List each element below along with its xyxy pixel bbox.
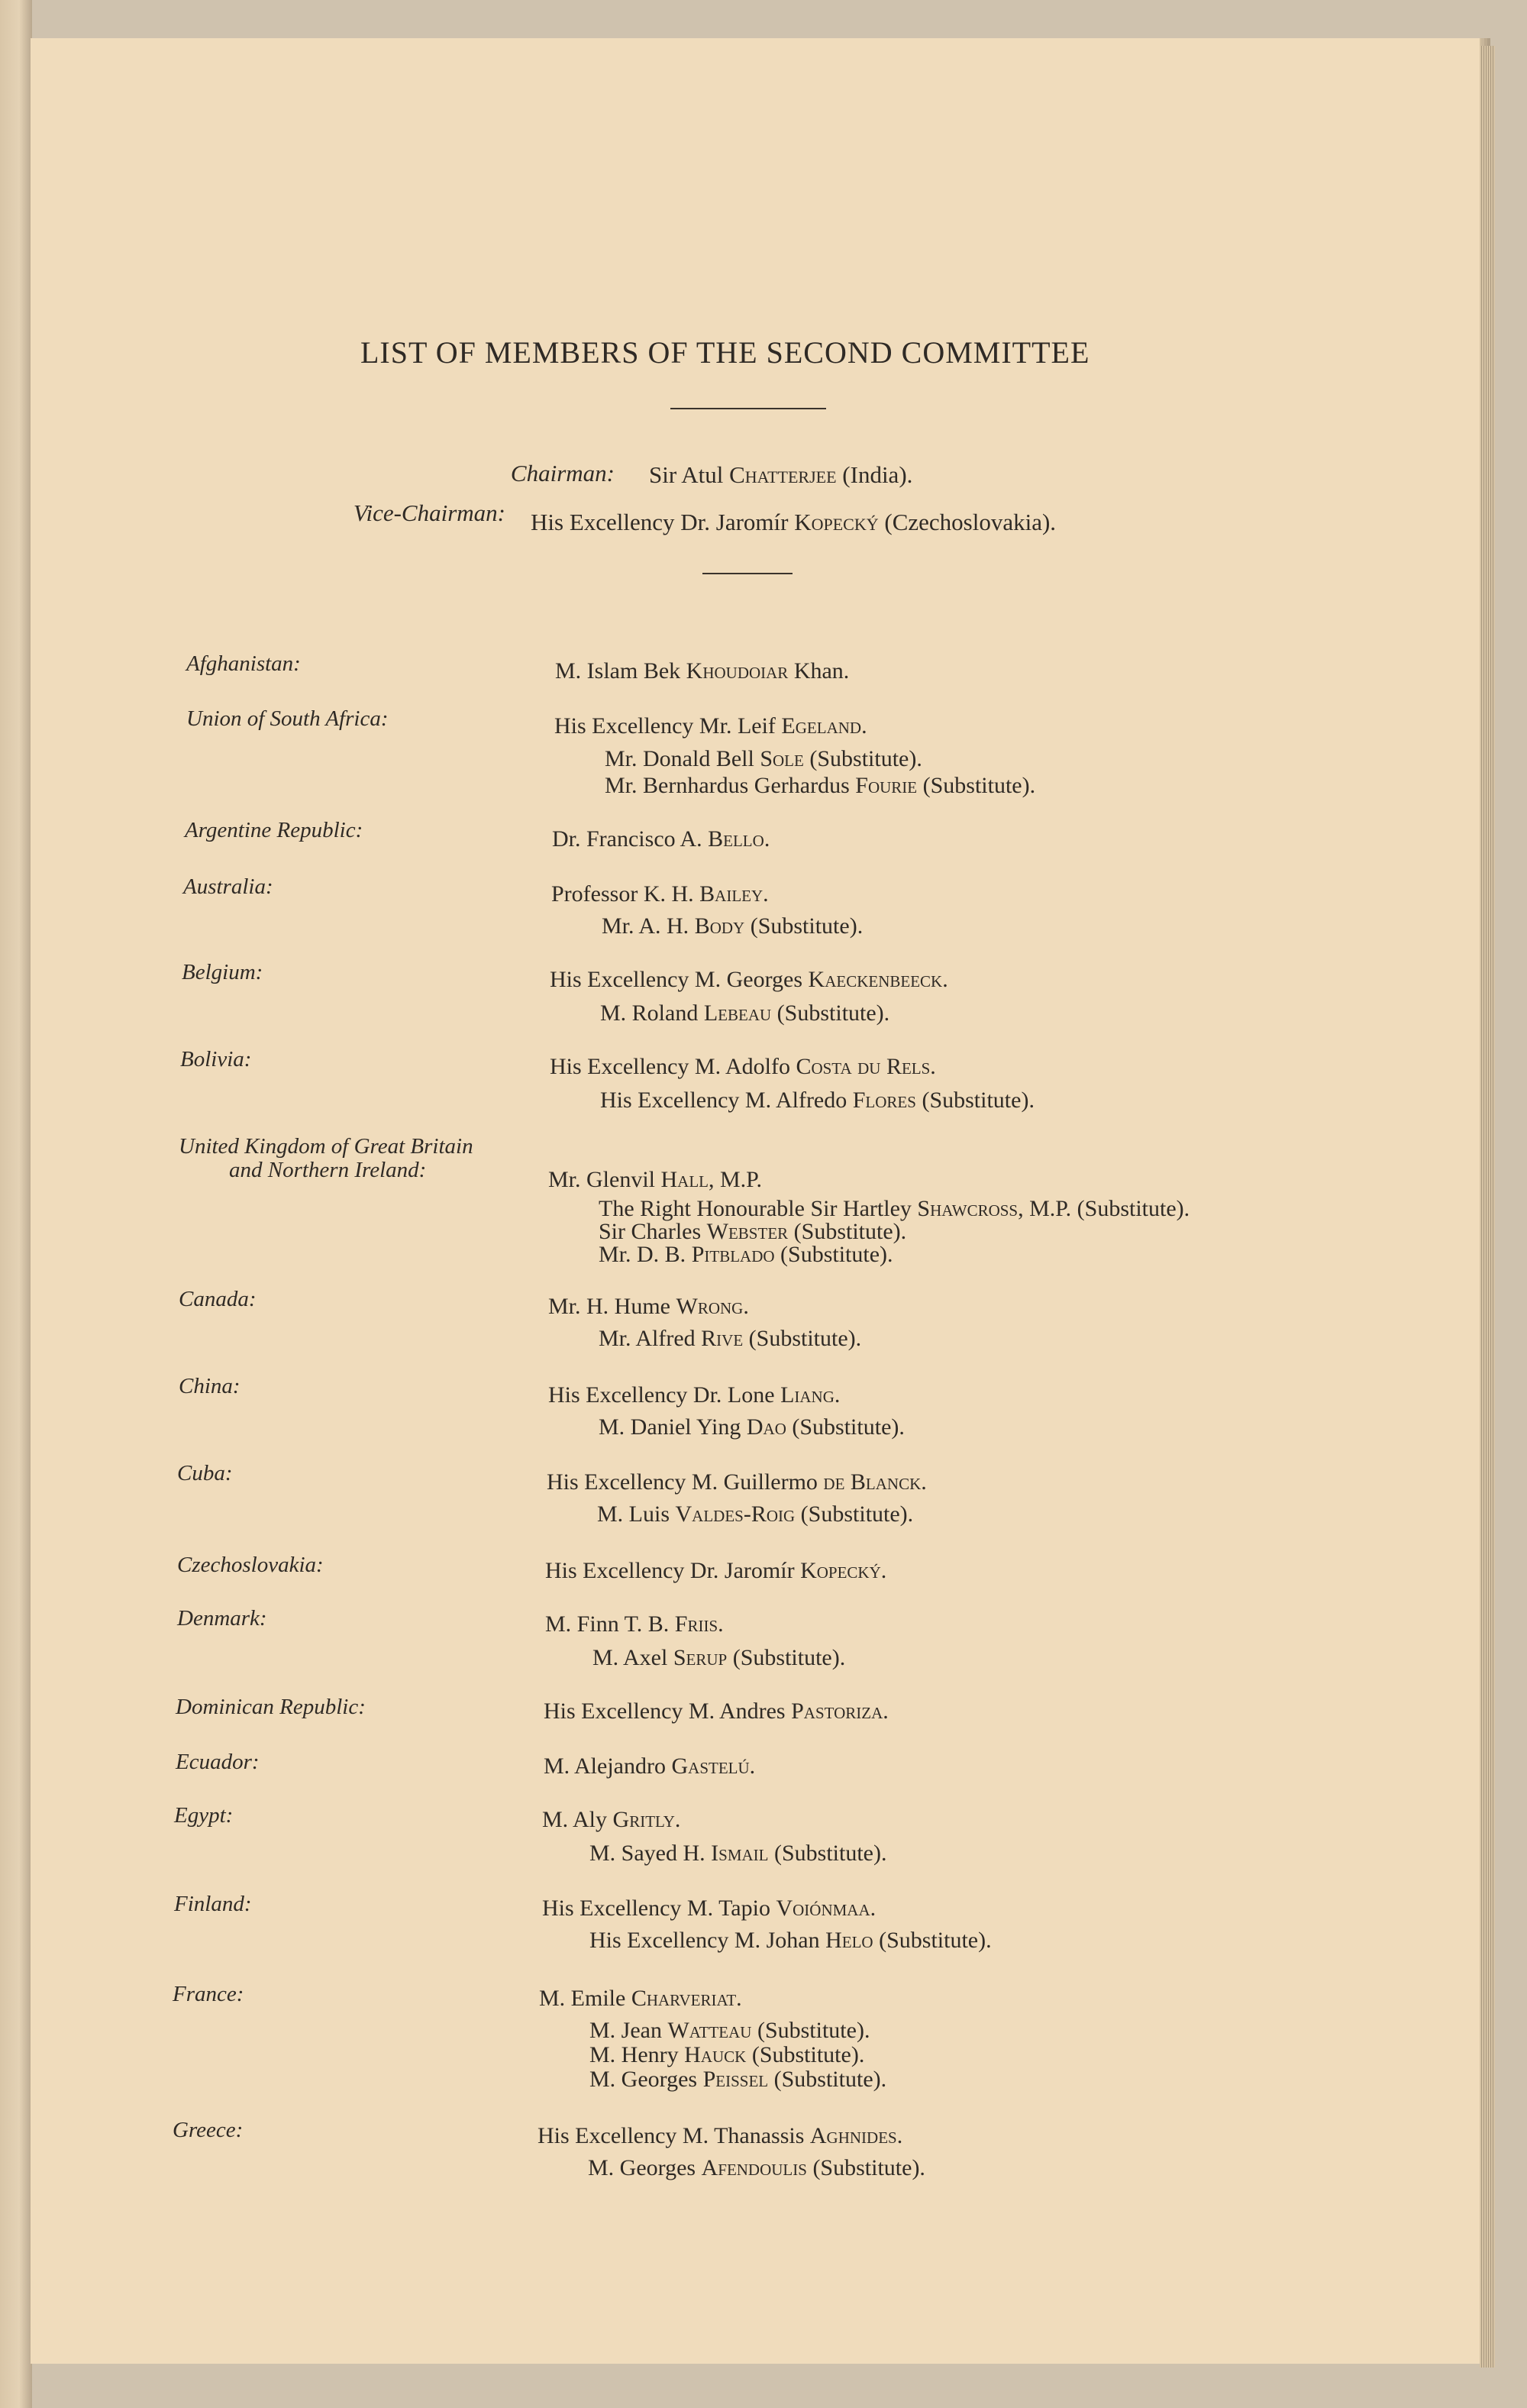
delegate-suffix: (Substitute). bbox=[786, 1414, 905, 1440]
delegate-entry bbox=[588, 2155, 925, 2181]
delegate-entry bbox=[592, 1645, 845, 1671]
delegate-suffix: . bbox=[674, 1807, 681, 1832]
country-label: Union of South Africa: bbox=[186, 706, 389, 731]
delegate-prefix: Mr. Glenvil bbox=[548, 1167, 661, 1192]
delegate-suffix: , M.P. (Substitute). bbox=[1018, 1196, 1190, 1221]
delegate-entry bbox=[597, 1501, 913, 1527]
delegate-surname: Gritly bbox=[612, 1807, 675, 1832]
delegate-surname: Valdes-Roig bbox=[675, 1501, 796, 1527]
delegate-surname: Wrong bbox=[676, 1294, 744, 1319]
delegate-prefix: Mr. H. Hume bbox=[548, 1294, 676, 1319]
delegate-surname: Aghnides bbox=[809, 2123, 897, 2148]
delegate-suffix: (Substitute). bbox=[774, 1242, 893, 1267]
delegate-entry bbox=[550, 967, 948, 993]
delegate-surname: Liang bbox=[780, 1382, 835, 1408]
delegate-suffix: (Substitute). bbox=[915, 1088, 1035, 1113]
delegate-surname: Afendoulis bbox=[701, 2155, 807, 2180]
delegate-suffix: . bbox=[718, 1611, 724, 1637]
delegate-entry bbox=[599, 1242, 893, 1268]
delegate-suffix: . bbox=[764, 826, 770, 852]
delegate-surname: Peissel bbox=[702, 2067, 769, 2092]
officer-surname: Chatterjee bbox=[729, 461, 837, 488]
delegate-suffix: (Substitute). bbox=[746, 2042, 865, 2067]
delegate-prefix: M. Emile bbox=[539, 1986, 631, 2011]
delegate-prefix: His Excellency Dr. Jaromír bbox=[545, 1558, 801, 1583]
delegate-entry bbox=[544, 1753, 755, 1779]
delegate-prefix: Dr. Francisco A. bbox=[552, 826, 709, 852]
delegate-prefix: M. Georges bbox=[588, 2155, 702, 2180]
country-label: United Kingdom of Great Britain bbox=[179, 1134, 473, 1159]
delegate-entry bbox=[542, 1896, 876, 1922]
delegate-entry bbox=[589, 1841, 886, 1867]
delegate-suffix: (Substitute). bbox=[727, 1645, 846, 1670]
delegate-prefix: Mr. Alfred bbox=[599, 1326, 702, 1351]
delegate-entry bbox=[599, 1196, 1190, 1222]
delegate-entry bbox=[589, 2067, 886, 2093]
facing-page-edge bbox=[0, 0, 32, 2408]
delegate-surname: Costa du Rels bbox=[796, 1054, 931, 1079]
delegate-suffix: . bbox=[743, 1294, 749, 1319]
delegate-suffix: , M.P. bbox=[709, 1167, 763, 1192]
delegate-suffix: . bbox=[763, 881, 769, 907]
delegate-prefix: M. Henry bbox=[589, 2042, 685, 2067]
delegate-prefix: M. Islam Bek bbox=[555, 658, 686, 684]
delegate-prefix: M. Sayed H. bbox=[589, 1841, 712, 1866]
country-label: Finland: bbox=[174, 1892, 252, 1916]
delegate-suffix: . bbox=[896, 2123, 903, 2148]
delegate-suffix: (Substitute). bbox=[803, 746, 922, 771]
delegate-entry bbox=[554, 713, 867, 739]
delegate-entry bbox=[552, 826, 770, 852]
delegate-entry bbox=[599, 1219, 906, 1245]
delegate-suffix: (Substitute). bbox=[806, 2155, 925, 2180]
country-label-continued: and Northern Ireland: bbox=[229, 1158, 427, 1182]
delegate-surname: Gastelú bbox=[671, 1753, 750, 1779]
delegate-surname: Bailey bbox=[699, 881, 764, 907]
delegate-prefix: M. Roland bbox=[600, 1000, 704, 1026]
delegate-suffix: (Substitute). bbox=[768, 2067, 887, 2092]
country-label: Australia: bbox=[183, 874, 273, 899]
delegate-surname: Charveriat bbox=[631, 1986, 737, 2011]
country-label: Greece: bbox=[173, 2118, 244, 2142]
country-label: Dominican Republic: bbox=[176, 1695, 366, 1719]
delegate-prefix: His Excellency M. Andres bbox=[544, 1699, 792, 1724]
delegate-entry bbox=[545, 1611, 724, 1637]
delegate-entry bbox=[602, 913, 863, 939]
delegate-prefix: His Excellency M. Johan bbox=[589, 1928, 826, 1953]
delegate-surname: Shawcross bbox=[917, 1196, 1019, 1221]
delegate-surname: Egeland bbox=[781, 713, 862, 739]
delegate-entry bbox=[544, 1699, 889, 1724]
delegate-prefix: M. Axel bbox=[592, 1645, 673, 1670]
officers-rule bbox=[702, 573, 793, 574]
delegate-prefix: Mr. Bernhardus Gerhardus bbox=[605, 773, 856, 798]
delegate-prefix: His Excellency Mr. Leif bbox=[554, 713, 782, 739]
officer-suffix: (India). bbox=[836, 461, 913, 488]
country-label: Denmark: bbox=[177, 1606, 267, 1631]
delegate-prefix: The Right Honourable Sir Hartley bbox=[599, 1196, 918, 1221]
delegate-suffix: . bbox=[942, 967, 948, 992]
delegate-suffix: (Substitute). bbox=[768, 1841, 887, 1866]
delegate-entry bbox=[542, 1807, 680, 1833]
delegate-surname: Bello bbox=[708, 826, 764, 852]
delegate-prefix: His Excellency M. Georges bbox=[550, 967, 809, 992]
delegate-surname: Fourie bbox=[855, 773, 918, 798]
country-label: Canada: bbox=[179, 1287, 257, 1311]
delegate-prefix: Mr. D. B. bbox=[599, 1242, 692, 1267]
delegate-surname: Pitblado bbox=[691, 1242, 775, 1267]
delegate-entry bbox=[599, 1326, 861, 1352]
officer-prefix: His Excellency Dr. Jaromír bbox=[531, 509, 795, 535]
delegate-surname: Watteau bbox=[667, 2018, 752, 2043]
delegate-suffix: . bbox=[736, 1986, 742, 2011]
delegate-prefix: M. Alejandro bbox=[544, 1753, 672, 1779]
delegate-prefix: Mr. Donald Bell bbox=[605, 746, 760, 771]
delegate-suffix: . bbox=[880, 1558, 887, 1583]
delegate-suffix: . bbox=[883, 1699, 889, 1724]
delegate-suffix: . bbox=[921, 1469, 927, 1495]
delegate-suffix: (Substitute). bbox=[751, 2018, 870, 2043]
page-title: LIST OF MEMBERS OF THE SECOND COMMITTEE bbox=[360, 335, 1090, 370]
country-label: Cuba: bbox=[177, 1461, 233, 1485]
delegate-prefix: His Excellency M. Tapio bbox=[542, 1896, 776, 1921]
delegate-surname: Dao bbox=[746, 1414, 786, 1440]
delegate-entry bbox=[538, 2123, 902, 2149]
delegate-prefix: M. Luis bbox=[597, 1501, 676, 1527]
delegate-prefix: Sir Charles bbox=[599, 1219, 707, 1244]
officer-suffix: (Czechoslovakia). bbox=[878, 509, 1057, 535]
delegate-surname: Kaeckenbeeck bbox=[808, 967, 943, 992]
delegate-suffix: (Substitute). bbox=[873, 1928, 992, 1953]
delegate-surname: de Blanck bbox=[823, 1469, 922, 1495]
delegate-entry bbox=[605, 746, 922, 772]
delegate-entry bbox=[600, 1000, 889, 1026]
delegate-suffix: (Substitute). bbox=[771, 1000, 890, 1026]
delegate-suffix: (Substitute). bbox=[788, 1219, 907, 1244]
delegate-surname: Body bbox=[694, 913, 745, 939]
delegate-entry bbox=[599, 1414, 905, 1440]
officer-surname: Kopecký bbox=[794, 509, 879, 535]
delegate-entry bbox=[551, 881, 769, 907]
delegate-surname: Lebeau bbox=[703, 1000, 772, 1026]
delegate-entry bbox=[539, 1986, 742, 2012]
delegate-entry bbox=[589, 2042, 864, 2068]
delegate-surname: Serup bbox=[673, 1645, 728, 1670]
delegate-prefix: His Excellency M. Guillermo bbox=[547, 1469, 824, 1495]
page-stack-edge bbox=[1480, 46, 1495, 2368]
delegate-entry bbox=[548, 1382, 840, 1408]
country-label: China: bbox=[179, 1374, 241, 1398]
delegate-entry bbox=[600, 1088, 1035, 1113]
country-label: Egypt: bbox=[174, 1803, 234, 1828]
delegate-surname: Helo bbox=[825, 1928, 873, 1953]
delegate-entry bbox=[548, 1294, 749, 1320]
delegate-entry bbox=[545, 1558, 886, 1584]
delegate-entry bbox=[589, 2018, 870, 2044]
delegate-suffix: . bbox=[749, 1753, 756, 1779]
delegate-entry bbox=[589, 1928, 992, 1954]
delegate-surname: Khoudoiar bbox=[686, 658, 789, 684]
delegate-surname: Voiónmaa bbox=[776, 1896, 870, 1921]
delegate-prefix: Mr. A. H. bbox=[602, 913, 695, 939]
chairman-label: Chairman: bbox=[510, 460, 615, 486]
delegate-suffix: (Substitute). bbox=[795, 1501, 914, 1527]
delegate-prefix: His Excellency M. Thanassis bbox=[538, 2123, 810, 2148]
delegate-prefix: His Excellency M. Adolfo bbox=[550, 1054, 796, 1079]
chairman-name bbox=[649, 461, 912, 489]
delegate-prefix: His Excellency Dr. Lone bbox=[548, 1382, 781, 1408]
delegate-prefix: M. Georges bbox=[589, 2067, 703, 2092]
officer-prefix: Sir Atul bbox=[649, 461, 730, 488]
delegate-suffix: . bbox=[834, 1382, 841, 1408]
delegate-prefix: Professor K. H. bbox=[551, 881, 700, 907]
delegate-surname: Hall bbox=[660, 1167, 709, 1192]
title-rule bbox=[670, 408, 826, 409]
delegate-surname: Flores bbox=[852, 1088, 916, 1113]
country-label: Czechoslovakia: bbox=[177, 1553, 324, 1577]
delegate-surname: Hauck bbox=[684, 2042, 747, 2067]
delegate-prefix: M. Jean bbox=[589, 2018, 668, 2043]
delegate-entry bbox=[548, 1167, 762, 1193]
delegate-entry bbox=[550, 1054, 936, 1080]
delegate-surname: Ismail bbox=[711, 1841, 769, 1866]
delegate-surname: Sole bbox=[760, 746, 804, 771]
delegate-suffix: . bbox=[861, 713, 867, 739]
delegate-prefix: M. Aly bbox=[542, 1807, 613, 1832]
delegate-entry bbox=[547, 1469, 927, 1495]
delegate-surname: Friis bbox=[674, 1611, 718, 1637]
delegate-entry bbox=[605, 773, 1035, 799]
delegate-prefix: M. Finn T. B. bbox=[545, 1611, 675, 1637]
country-label: France: bbox=[173, 1982, 244, 2006]
vice-chairman-label: Vice-Chairman: bbox=[353, 499, 505, 526]
country-label: Bolivia: bbox=[180, 1047, 252, 1071]
delegate-suffix: . bbox=[870, 1896, 876, 1921]
delegate-prefix: M. Daniel Ying bbox=[599, 1414, 747, 1440]
delegate-suffix: (Substitute). bbox=[917, 773, 1036, 798]
country-label: Belgium: bbox=[182, 960, 263, 984]
delegate-surname: Rive bbox=[701, 1326, 744, 1351]
delegate-suffix: . bbox=[930, 1054, 936, 1079]
delegate-surname: Pastoriza bbox=[791, 1699, 883, 1724]
delegate-suffix: Khan. bbox=[788, 658, 850, 684]
delegate-surname: Kopecký bbox=[800, 1558, 881, 1583]
country-label: Ecuador: bbox=[176, 1750, 260, 1774]
delegate-suffix: (Substitute). bbox=[743, 1326, 862, 1351]
delegate-surname: Webster bbox=[706, 1219, 789, 1244]
country-label: Argentine Republic: bbox=[185, 818, 363, 842]
delegate-suffix: (Substitute). bbox=[744, 913, 864, 939]
delegate-prefix: His Excellency M. Alfredo bbox=[600, 1088, 853, 1113]
delegate-entry bbox=[555, 658, 849, 684]
vice-chairman-name bbox=[531, 509, 1056, 536]
country-label: Afghanistan: bbox=[186, 651, 301, 676]
